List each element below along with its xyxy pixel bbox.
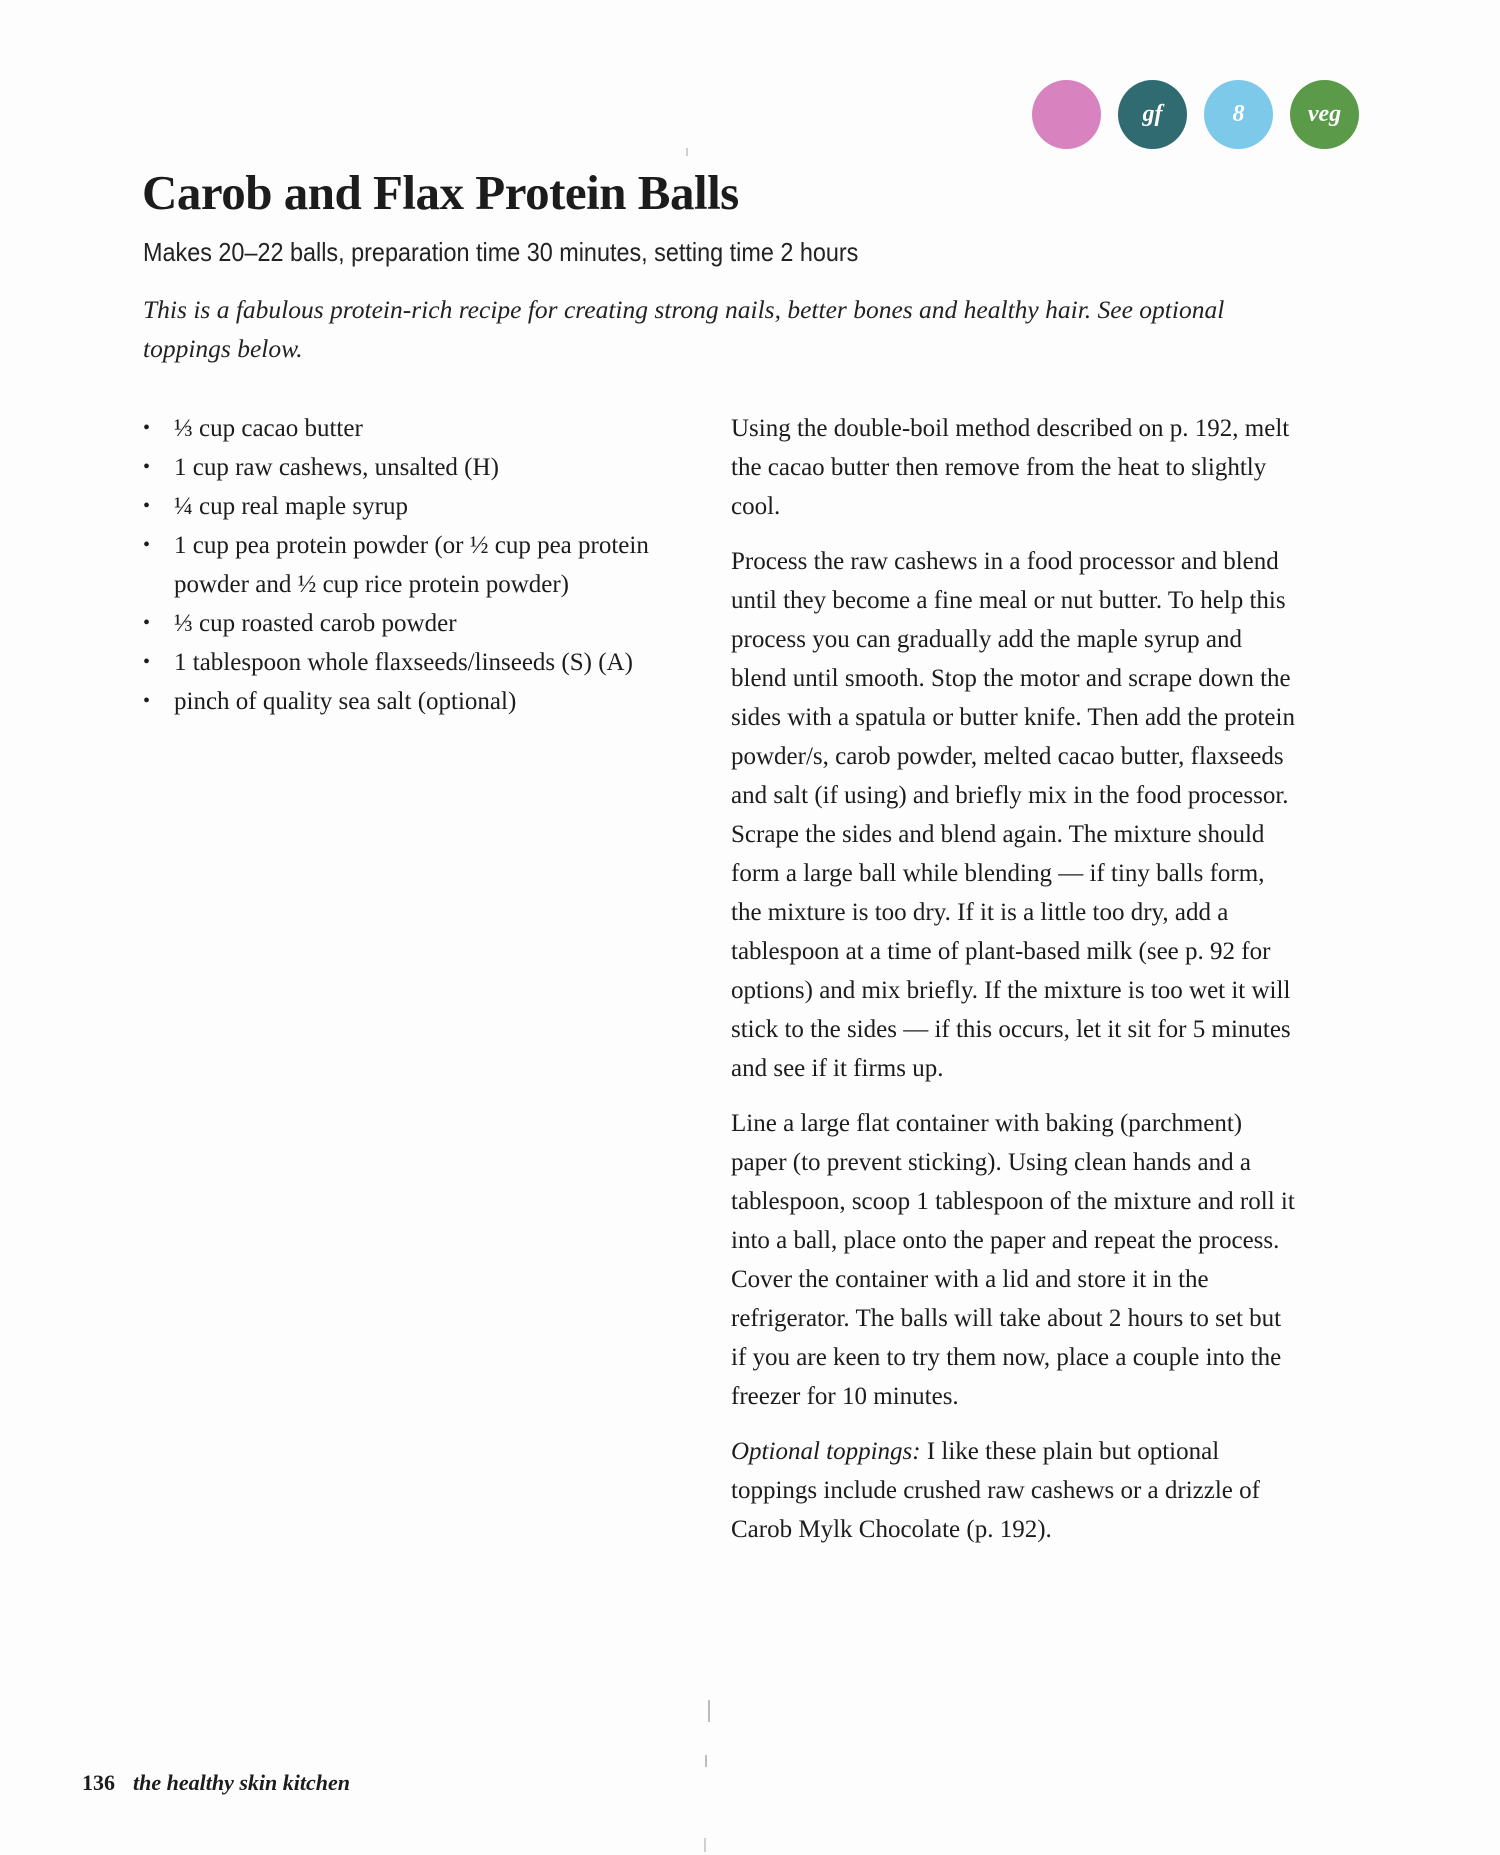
vegan-icon: veg [1290, 80, 1359, 149]
optional-toppings [731, 1432, 1296, 1549]
recipe-intro: This is a fabulous protein-rich recipe for creating strong nails, better bones and healthy hair. See optional toppings below. [143, 295, 1225, 363]
method-step: Line a large flat container with baking (parchment) paper (to prevent sticking). Using clean hands and a tablespoon, scoop 1 tablespoon of the mixture and roll it into a ball, place onto the paper and repeat the process. Cover the container with a lid and store it in the refrigerator. The balls will take about 2 hours to set but if you are keen to try them now, place a couple into the freezer for 10 minutes. [731, 1110, 1295, 1410]
gluten-free-icon: gf [1118, 80, 1187, 149]
bullet-icon: • [143, 495, 151, 517]
ingredient-item: • ⅓ cup roasted carob powder [143, 604, 703, 643]
bullet-icon: • [143, 534, 151, 556]
scan-mark [708, 1700, 710, 1722]
method-step: Process the raw cashews in a food processor and blend until they become a fine meal or nut butter. To help this process you can gradually add the maple syrup and blend until smooth. Stop the motor and scrape down the sides with a spatula or butter knife. Then add the protein powder/s, carob powder, melted cacao butter, flaxseeds and salt (if using) and briefly mix in the food processor. Scrape the sides and blend again. The mixture should form a large ball while blending — if tiny balls form, the mixture is too dry. If it is a little too dry, add a tablespoon at a time of plant-based milk (see p. 92 for options) and mix briefly. If the mixture is too wet it will stick to the sides — if this occurs, let it sit for 5 minutes and see if it firms up. [731, 548, 1295, 1082]
dairy-free-icon [1032, 80, 1101, 149]
ingredient-item: • 1 cup raw cashews, unsalted (H) [143, 448, 703, 487]
method-step: Using the double-boil method described on p. 192, melt the cacao butter then remove from the heat to slightly cool. [731, 415, 1290, 520]
toppings-label: Optional toppings: [731, 1438, 921, 1465]
low-fodmap-icon: 8 [1204, 80, 1273, 149]
bullet-icon: • [143, 690, 151, 712]
page-number: 136 [82, 1770, 115, 1795]
scan-mark [686, 148, 688, 156]
method-steps [731, 409, 1296, 1565]
ingredient-list [143, 409, 703, 721]
bullet-icon: • [143, 456, 151, 478]
toppings-text: I like these plain but optional toppings include crushed raw cashews or a drizzle of Carob Mylk Chocolate (p. 192). [731, 1438, 1260, 1543]
ingredient-item: • ¼ cup real maple syrup [143, 487, 703, 526]
bullet-icon: • [143, 651, 151, 673]
recipe-yield-and-time: Makes 20–22 balls, preparation time 30 minutes, setting time 2 hours [143, 237, 859, 267]
bullet-icon: • [143, 417, 151, 439]
ingredient-item: • 1 tablespoon whole flaxseeds/linseeds (S) (A) [143, 643, 703, 682]
scan-mark [704, 1838, 706, 1852]
ingredient-item: • 1 cup pea protein powder (or ½ cup pea protein powder and ½ cup rice protein powder) [143, 526, 703, 604]
page-footer [82, 1768, 350, 1798]
book-title: the healthy skin kitchen [133, 1770, 350, 1795]
dietary-badges [1032, 80, 1359, 149]
recipe-title: Carob and Flax Protein Balls [142, 165, 739, 220]
ingredient-item: • ⅓ cup cacao butter [143, 409, 703, 448]
scan-mark [705, 1755, 707, 1767]
ingredient-item: • pinch of quality sea salt (optional) [143, 682, 703, 721]
bullet-icon: • [143, 612, 151, 634]
